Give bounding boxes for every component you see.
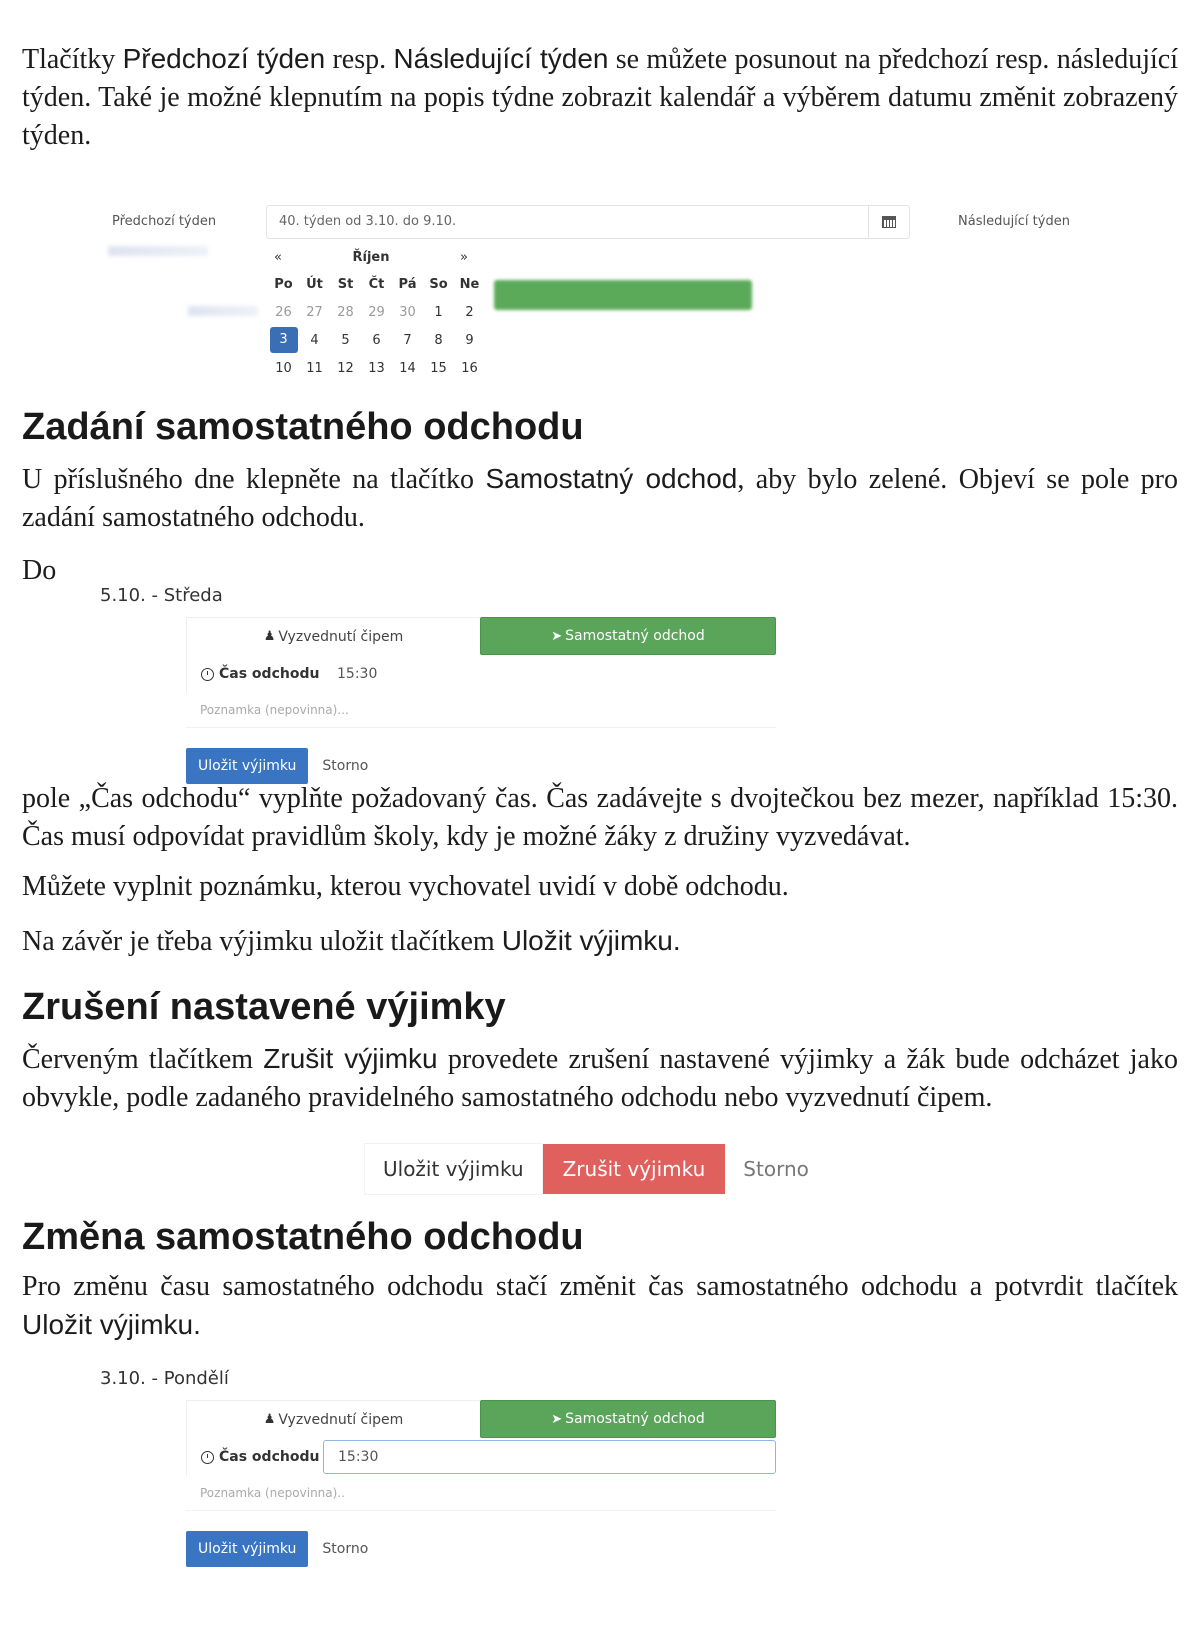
calendar-button[interactable] [868, 206, 909, 238]
solo-departure-label: Samostatný odchod [565, 1411, 705, 1427]
save-exception-button[interactable]: Uložit výjimku [186, 748, 308, 784]
cancel-button-bar [364, 1143, 827, 1195]
week-label: 40. týden od 3.10. do 9.10. [279, 214, 457, 229]
time-input[interactable]: 15:30 [337, 666, 378, 682]
solo-departure-tab[interactable] [480, 617, 776, 655]
weekday-label: Pá [398, 276, 417, 292]
section1-text-c: , aby bylo zelené. Objeví se pole pro zadání samostatného odchodu. [22, 464, 1178, 533]
section1-p4-text: Na závěr je třeba výjimku uložit tlačítkem [22, 926, 502, 957]
calendar-day[interactable]: 1 [434, 304, 443, 320]
calendar-day[interactable]: 30 [399, 304, 416, 320]
next-week-button[interactable]: Následující týden [958, 214, 1070, 229]
calendar-day[interactable]: 9 [465, 332, 474, 348]
calendar-day[interactable]: 10 [275, 360, 292, 376]
chip-pickup-label: Vyzvednutí čipem [278, 1411, 404, 1428]
calendar-day[interactable]: 8 [434, 332, 443, 348]
note-input[interactable]: Poznamka (nepovinna).. [186, 1476, 776, 1511]
section1-button-ref: Samostatný odchod [485, 463, 738, 494]
save-exception-button[interactable]: Uložit výjimku [364, 1143, 543, 1195]
calendar-day[interactable]: 26 [275, 304, 292, 320]
storno-link[interactable]: Storno [322, 1541, 369, 1557]
person-icon: ♟ [263, 629, 276, 644]
time-label-text: Čas odchodu [219, 1449, 320, 1465]
calendar-next-month[interactable]: » [460, 249, 468, 265]
section2-text-a: Červeným tlačítkem [22, 1044, 264, 1075]
section2-button-ref: Zrušit výjimku [263, 1043, 438, 1074]
calendar-day[interactable]: 5 [341, 332, 350, 348]
section2-text-c: provedete zrušení nastavené výjimky a žák bude odcházet jako obvykle, podle zadaného pravidelného samostatného odchodu nebo vyzvednutí čipem. [22, 1044, 1178, 1113]
selected-day-number: 3 [270, 327, 298, 353]
person-icon: ♟ [263, 1412, 276, 1427]
calendar-prev-month[interactable]: « [274, 249, 282, 265]
mode-tabs [186, 1400, 776, 1438]
intro-text-1: Tlačítky [22, 44, 123, 75]
do-word: Do [22, 555, 57, 586]
prev-week-button[interactable]: Předchozí týden [112, 214, 217, 229]
solo-departure-label: Samostatný odchod [565, 628, 705, 644]
section1-paragraph-3: Můžete vyplnit poznámku, kterou vychovatel uvidí v době odchodu. [22, 871, 789, 902]
blurred-day-title [108, 246, 208, 256]
storno-link[interactable]: Storno [743, 1157, 809, 1181]
storno-link[interactable]: Storno [322, 758, 369, 774]
day-title: 5.10. - Středa [100, 585, 223, 606]
calendar-week [268, 326, 485, 354]
intro-prev-week-ref: Předchozí týden [122, 43, 326, 74]
chip-pickup-label: Vyzvednutí čipem [278, 628, 404, 645]
intro-paragraph [22, 40, 1178, 155]
day-title: 3.10. - Pondělí [100, 1368, 229, 1389]
section3-text-a: Pro změnu času samostatného odchodu stačí změnit čas samostatného odchodu a potvrdit tlačítek [22, 1271, 1178, 1302]
section2-paragraph [22, 1040, 1178, 1117]
solo-departure-tab[interactable] [480, 1400, 776, 1438]
weekday-label: St [337, 276, 354, 292]
calendar-day[interactable]: 28 [337, 304, 354, 320]
calendar-day[interactable]: 29 [368, 304, 385, 320]
save-exception-button[interactable]: Uložit výjimku [186, 1531, 308, 1567]
weekday-label: Ne [459, 276, 480, 292]
calendar-month-title[interactable]: Říjen [352, 249, 390, 265]
section1-paragraph [22, 460, 1178, 537]
time-input[interactable]: 15:30 [323, 1440, 776, 1474]
time-row [186, 655, 776, 693]
time-row [186, 1438, 776, 1476]
calendar-popup [268, 244, 486, 382]
section3-paragraph [22, 1268, 1178, 1345]
chip-pickup-tab[interactable] [186, 617, 480, 655]
calendar-day[interactable]: 7 [403, 332, 412, 348]
time-label [187, 1449, 323, 1465]
exception-card [186, 617, 776, 784]
exception-card [186, 1400, 776, 1567]
intro-next-week-ref: Následující týden [393, 43, 609, 74]
section3-button-ref: Uložit výjimku. [22, 1309, 201, 1340]
calendar-day[interactable]: 27 [306, 304, 323, 320]
calendar-icon [882, 216, 896, 228]
clock-icon [201, 1451, 214, 1464]
weekday-label: Čt [368, 276, 385, 292]
note-input[interactable]: Poznamka (nepovinna)... [186, 693, 776, 728]
time-label [187, 666, 323, 682]
section1-paragraph-2: pole „Čas odchodu“ vyplňte požadovaný čas. Čas zadávejte s dvojtečkou bez mezer, například 15:30. Čas musí odpovídat pravidlům školy, kdy je možné žáky z družiny vyzvedávat. [22, 783, 1178, 852]
calendar-day[interactable]: 12 [337, 360, 354, 376]
calendar-day[interactable]: 6 [372, 332, 381, 348]
mode-tabs [186, 617, 776, 655]
calendar-day[interactable]: 16 [461, 360, 478, 376]
calendar-day[interactable]: 14 [399, 360, 416, 376]
calendar-day[interactable]: 4 [310, 332, 319, 348]
calendar-week [268, 298, 485, 326]
calendar-week [268, 354, 485, 382]
blurred-time-label [188, 306, 258, 316]
cancel-exception-button[interactable]: Zrušit výjimku [543, 1144, 726, 1194]
calendar-weekdays [268, 270, 485, 298]
card-actions [186, 1531, 776, 1567]
intro-text-2: resp. [325, 44, 394, 75]
weekday-label: Út [306, 276, 323, 292]
section1-text-a: U příslušného dne klepněte na tlačítko [22, 464, 486, 495]
calendar-day[interactable]: 2 [465, 304, 474, 320]
intro-text-3: se můžete posunout na předchozí resp. následující týden. Také je možné klepnutím na popis týdne zobrazit kalendář a výběrem datumu změnit zobrazený týden. [22, 44, 1178, 151]
section-heading-cancel: Zrušení nastavené výjimky [22, 986, 506, 1028]
section1-paragraph-4 [22, 922, 1178, 961]
paper-plane-icon: ➤ [551, 628, 563, 644]
calendar-header [268, 244, 486, 270]
calendar-day[interactable]: 11 [306, 360, 323, 376]
weekday-label: Po [274, 276, 293, 292]
section-heading-change: Změna samostatného odchodu [22, 1216, 584, 1258]
calendar-day[interactable]: 15 [430, 360, 447, 376]
paper-plane-icon: ➤ [551, 1411, 563, 1427]
blurred-solo-button [494, 280, 752, 310]
calendar-day-selected[interactable] [268, 326, 299, 354]
week-selector[interactable] [266, 205, 910, 239]
card-actions [186, 748, 776, 784]
section1-p4-button-ref: Uložit výjimku. [501, 925, 681, 956]
calendar-grid [268, 270, 485, 382]
calendar-day[interactable]: 13 [368, 360, 385, 376]
clock-icon [201, 668, 214, 681]
weekday-label: So [429, 276, 448, 292]
chip-pickup-tab[interactable] [186, 1400, 480, 1438]
time-label-text: Čas odchodu [219, 666, 320, 682]
section-heading-new: Zadání samostatného odchodu [22, 406, 584, 448]
